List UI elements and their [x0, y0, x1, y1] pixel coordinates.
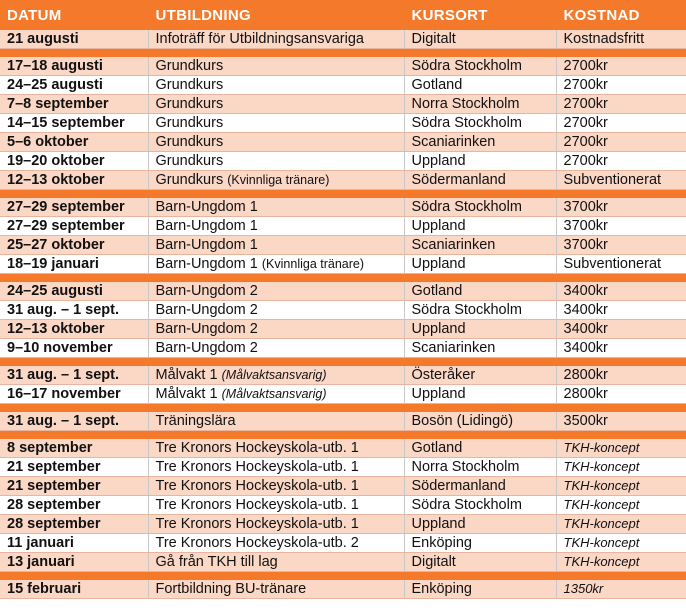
header-course: UTBILDNING [148, 0, 404, 30]
location-cell: Uppland [404, 255, 556, 274]
date-cell: 31 aug. – 1 sept. [0, 301, 148, 320]
group-separator [0, 190, 686, 199]
course-name: Grundkurs [155, 172, 224, 188]
date-cell: 18–19 januari [0, 255, 148, 274]
course-name: Barn-Ungdom 1 [155, 218, 258, 234]
table-row [0, 553, 686, 572]
cost-cell: TKH-koncept [556, 458, 686, 477]
course-name: Grundkurs [155, 153, 224, 169]
header-row [0, 0, 686, 30]
table-row [0, 76, 686, 95]
date-cell: 31 aug. – 1 sept. [0, 366, 148, 385]
course-name: Tre Kronors Hockeyskola-utb. 1 [155, 516, 359, 532]
course-name: Infoträff för Utbildningsansvariga [155, 31, 364, 47]
cost-cell: 1350kr [556, 580, 686, 599]
date-cell: 31 aug. – 1 sept. [0, 412, 148, 431]
date-cell: 21 september [0, 458, 148, 477]
course-cell [148, 339, 404, 358]
date-cell: 19–20 oktober [0, 152, 148, 171]
group-separator [0, 49, 686, 58]
cost-cell: 3400kr [556, 282, 686, 301]
course-cell [148, 496, 404, 515]
course-name: Tre Kronors Hockeyskola-utb. 2 [155, 535, 359, 551]
course-cell [148, 553, 404, 572]
course-cell [148, 385, 404, 404]
course-cell [148, 477, 404, 496]
date-cell: 11 januari [0, 534, 148, 553]
cost-cell: 2800kr [556, 385, 686, 404]
date-cell: 17–18 augusti [0, 57, 148, 76]
location-cell: Norra Stockholm [404, 458, 556, 477]
date-cell: 21 augusti [0, 30, 148, 49]
table-row [0, 114, 686, 133]
cost-cell: TKH-koncept [556, 534, 686, 553]
course-name: Tre Kronors Hockeyskola-utb. 1 [155, 478, 359, 494]
location-cell: Gotland [404, 282, 556, 301]
course-cell [148, 57, 404, 76]
course-name: Tre Kronors Hockeyskola-utb. 1 [155, 440, 359, 456]
course-name: Barn-Ungdom 2 [155, 340, 258, 356]
header-cost: KOSTNAD [563, 6, 640, 24]
date-cell: 24–25 augusti [0, 282, 148, 301]
location-cell: Södra Stockholm [404, 114, 556, 133]
date-cell: 5–6 oktober [0, 133, 148, 152]
cost-cell: TKH-koncept [556, 496, 686, 515]
date-cell: 7–8 september [0, 95, 148, 114]
table-row [0, 301, 686, 320]
table-row [0, 496, 686, 515]
location-cell: Uppland [404, 152, 556, 171]
separator-bar [0, 572, 686, 581]
course-cell [148, 439, 404, 458]
cost-cell: 3400kr [556, 339, 686, 358]
location-cell: Södra Stockholm [404, 57, 556, 76]
table-row [0, 282, 686, 301]
course-name: Barn-Ungdom 2 [155, 283, 258, 299]
course-cell [148, 76, 404, 95]
course-cell [148, 171, 404, 190]
course-name: Barn-Ungdom 2 [155, 302, 258, 318]
course-note: (Kvinnliga tränare) [261, 257, 365, 271]
table-row [0, 171, 686, 190]
cost-cell: 3400kr [556, 301, 686, 320]
separator-bar [0, 431, 686, 440]
course-name: Träningslära [155, 413, 236, 429]
table-row [0, 515, 686, 534]
course-note: (Målvaktsansvarig) [221, 368, 327, 382]
separator-bar [0, 358, 686, 367]
course-name: Gå från TKH till lag [155, 554, 278, 570]
cost-cell: 3400kr [556, 320, 686, 339]
cost-cell: 2800kr [556, 366, 686, 385]
location-cell: Scaniarinken [404, 339, 556, 358]
date-cell: 24–25 augusti [0, 76, 148, 95]
cost-cell: TKH-koncept [556, 477, 686, 496]
location-cell: Södra Stockholm [404, 496, 556, 515]
course-cell [148, 301, 404, 320]
location-cell: Södermanland [404, 171, 556, 190]
course-name: Barn-Ungdom 2 [155, 321, 258, 337]
table-row [0, 385, 686, 404]
location-cell: Uppland [404, 385, 556, 404]
table-row [0, 217, 686, 236]
group-separator [0, 274, 686, 283]
group-separator [0, 431, 686, 440]
course-note: (Kvinnliga tränare) [227, 173, 330, 187]
course-cell [148, 366, 404, 385]
location-cell: Gotland [404, 439, 556, 458]
location-cell: Enköping [404, 580, 556, 599]
cost-cell: 2700kr [556, 152, 686, 171]
location-cell: Digitalt [404, 30, 556, 49]
cost-cell: Subventionerat [556, 255, 686, 274]
separator-bar [0, 404, 686, 413]
separator-bar [0, 190, 686, 199]
course-name: Barn-Ungdom 1 [155, 237, 258, 253]
cost-cell: TKH-koncept [556, 553, 686, 572]
cost-cell: TKH-koncept [556, 439, 686, 458]
date-cell: 28 september [0, 496, 148, 515]
table-row [0, 534, 686, 553]
header-location: KURSORT [404, 0, 556, 30]
date-cell: 28 september [0, 515, 148, 534]
date-cell: 8 september [0, 439, 148, 458]
table-body [0, 30, 686, 599]
date-cell: 25–27 oktober [0, 236, 148, 255]
table-row [0, 255, 686, 274]
course-name: Grundkurs [155, 58, 224, 74]
table-row [0, 320, 686, 339]
course-name: Målvakt 1 [155, 386, 218, 402]
cost-cell: 3700kr [556, 217, 686, 236]
course-cell [148, 255, 404, 274]
location-cell: Scaniarinken [404, 236, 556, 255]
table-row [0, 198, 686, 217]
group-separator [0, 358, 686, 367]
location-cell: Uppland [404, 217, 556, 236]
table-row [0, 236, 686, 255]
cost-cell: 3700kr [556, 236, 686, 255]
cost-cell: 2700kr [556, 114, 686, 133]
table-row [0, 57, 686, 76]
course-name: Fortbildning BU-tränare [155, 581, 307, 597]
location-cell: Digitalt [404, 553, 556, 572]
table-row [0, 477, 686, 496]
date-cell: 12–13 oktober [0, 320, 148, 339]
location-cell: Södermanland [404, 477, 556, 496]
table-row [0, 412, 686, 431]
course-cell [148, 458, 404, 477]
cost-cell: 2700kr [556, 95, 686, 114]
table-row [0, 133, 686, 152]
course-cell [148, 95, 404, 114]
date-cell: 9–10 november [0, 339, 148, 358]
cost-cell: Kostnadsfritt [556, 30, 686, 49]
location-cell: Gotland [404, 76, 556, 95]
cost-cell: 3700kr [556, 198, 686, 217]
course-name: Grundkurs [155, 115, 224, 131]
course-name: Grundkurs [155, 134, 224, 150]
separator-bar [0, 274, 686, 283]
location-cell: Österåker [404, 366, 556, 385]
location-cell: Södra Stockholm [404, 301, 556, 320]
course-note: (Målvaktsansvarig) [221, 387, 327, 401]
course-cell [148, 515, 404, 534]
table-row [0, 30, 686, 49]
course-cell [148, 580, 404, 599]
cost-cell: Subventionerat [556, 171, 686, 190]
group-separator [0, 404, 686, 413]
course-name: Grundkurs [155, 77, 224, 93]
date-cell: 27–29 september [0, 217, 148, 236]
location-cell: Bosön (Lidingö) [404, 412, 556, 431]
table-row [0, 366, 686, 385]
date-cell: 14–15 september [0, 114, 148, 133]
cost-cell: TKH-koncept [556, 515, 686, 534]
course-name: Tre Kronors Hockeyskola-utb. 1 [155, 459, 359, 475]
cost-cell: 2700kr [556, 57, 686, 76]
location-cell: Södra Stockholm [404, 198, 556, 217]
date-cell: 13 januari [0, 553, 148, 572]
cost-cell: 3500kr [556, 412, 686, 431]
location-cell: Enköping [404, 534, 556, 553]
course-cell [148, 412, 404, 431]
table-row [0, 152, 686, 171]
course-cell [148, 133, 404, 152]
course-cell [148, 282, 404, 301]
header-date: DATUM [0, 0, 148, 30]
table-row [0, 439, 686, 458]
course-name: Barn-Ungdom 1 [155, 256, 258, 272]
course-name: Målvakt 1 [155, 367, 218, 383]
date-cell: 27–29 september [0, 198, 148, 217]
course-cell [148, 320, 404, 339]
date-cell: 12–13 oktober [0, 171, 148, 190]
course-name: Tre Kronors Hockeyskola-utb. 1 [155, 497, 359, 513]
table-row [0, 339, 686, 358]
course-cell [148, 30, 404, 49]
location-cell: Uppland [404, 320, 556, 339]
location-cell: Norra Stockholm [404, 95, 556, 114]
course-cell [148, 152, 404, 171]
group-separator [0, 572, 686, 581]
course-cell [148, 198, 404, 217]
course-cell [148, 534, 404, 553]
table-row [0, 580, 686, 599]
location-cell: Scaniarinken [404, 133, 556, 152]
course-cell [148, 236, 404, 255]
date-cell: 15 februari [0, 580, 148, 599]
cost-cell: 2700kr [556, 76, 686, 95]
location-cell: Uppland [404, 515, 556, 534]
course-name: Barn-Ungdom 1 [155, 199, 258, 215]
course-cell [148, 217, 404, 236]
cost-cell: 2700kr [556, 133, 686, 152]
table-row [0, 95, 686, 114]
date-cell: 21 september [0, 477, 148, 496]
table-row [0, 458, 686, 477]
separator-bar [0, 49, 686, 58]
course-name: Grundkurs [155, 96, 224, 112]
course-cell [148, 114, 404, 133]
date-cell: 16–17 november [0, 385, 148, 404]
